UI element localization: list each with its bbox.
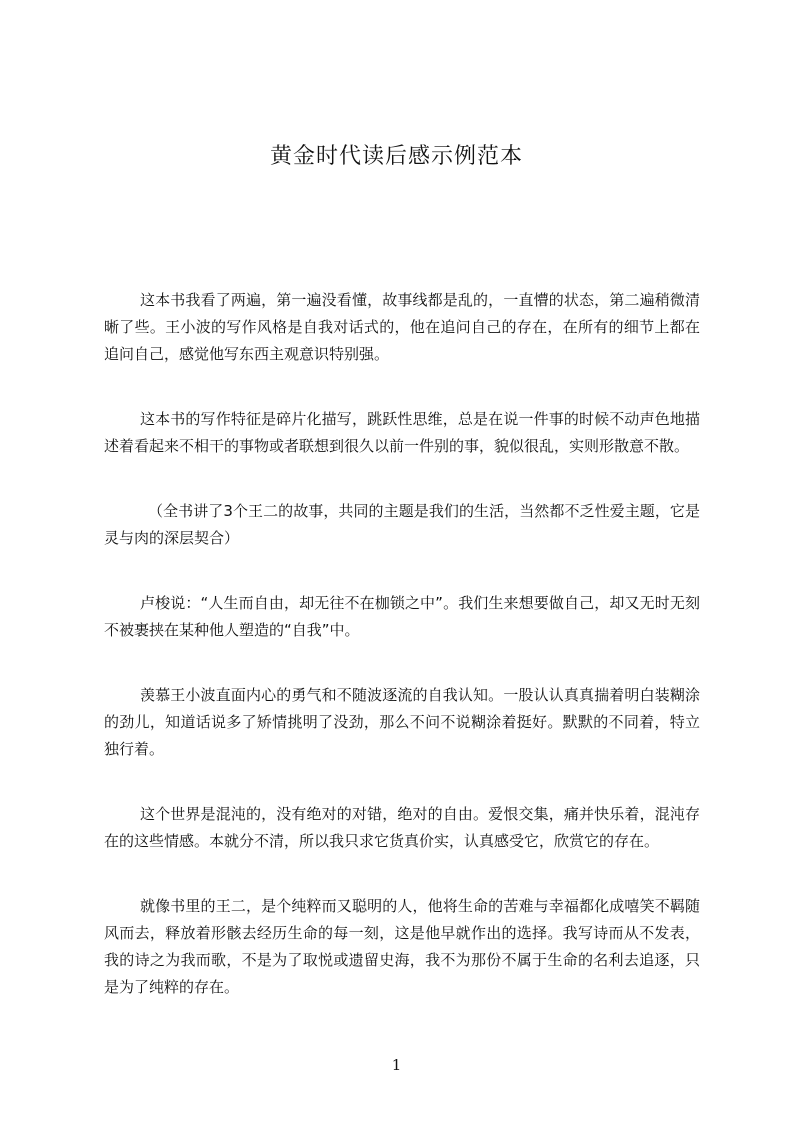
- paragraph-4: 卢梭说：“人生而自由，却无往不在枷锁之中”。我们生来想要做自己，却又无时无刻不被裹挟在某种他人塑造的“自我”中。: [104, 594, 700, 639]
- document-title: 黄金时代读后感示例范本: [269, 144, 523, 169]
- paragraph-6: 这个世界是混沌的，没有绝对的对错，绝对的自由。爱恨交集，痛并快乐着，混沌存在的这些情感。本就分不清，所以我只求它货真价实，认真感受它，欣赏它的存在。: [104, 805, 700, 850]
- page-number: 1: [391, 1056, 402, 1074]
- paragraph-3: （全书讲了3个王二的故事，共同的主题是我们的生活，当然都不乏性爱主题，它是灵与肉的深层契合）: [104, 502, 700, 547]
- paragraph-2: 这本书的写作特征是碎片化描写，跳跃性思维，总是在说一件事的时候不动声色地描述着看起来不相干的事物或者联想到很久以前一件别的事，貌似很乱，实则形散意不散。: [104, 410, 700, 455]
- paragraph-5: 羡慕王小波直面内心的勇气和不随波逐流的自我认知。一股认认真真揣着明白装糊涂的劲儿，知道话说多了矫情挑明了没劲，那么不问不说糊涂着挺好。默默的不同着，特立独行着。: [104, 686, 700, 758]
- paragraph-1: 这本书我看了两遍，第一遍没看懂，故事线都是乱的，一直懵的状态，第二遍稍微清晰了些。王小波的写作风格是自我对话式的，他在追问自己的存在，在所有的细节上都在追问自己，感觉他写东西主观意识特别强。: [104, 291, 700, 363]
- document-body: [104, 287, 700, 1039]
- paragraph-7: 就像书里的王二，是个纯粹而又聪明的人，他将生命的苦难与幸福都化成嘻笑不羁随风而去，释放着形骸去经历生命的每一刻，这是他早就作出的选择。我写诗而从不发表，我的诗之为我而歌，不是为了取悦或遗留史海，我不为那份不属于生命的名利去追逐，只是为了纯粹的存在。: [104, 897, 700, 996]
